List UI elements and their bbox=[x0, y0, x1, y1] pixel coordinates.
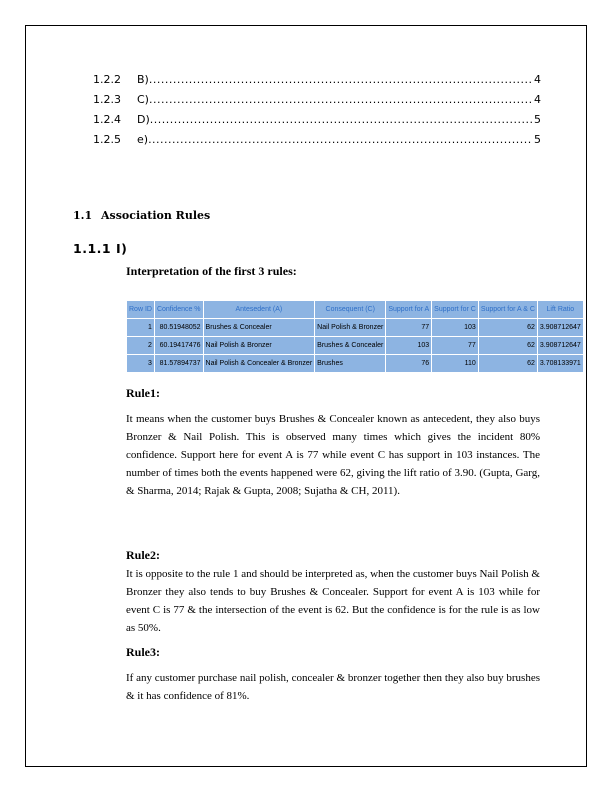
column-header: Consequent (C) bbox=[315, 301, 386, 319]
toc-entry[interactable] bbox=[93, 70, 541, 90]
table-cell: 62 bbox=[478, 319, 537, 337]
table-cell: 60.19417476 bbox=[154, 337, 203, 355]
section-title: Association Rules bbox=[101, 209, 211, 222]
toc-label: e) bbox=[137, 133, 149, 146]
toc-number: 1.2.2 bbox=[93, 73, 121, 86]
toc-page-number: 4 bbox=[534, 73, 541, 86]
toc-number: 1.2.3 bbox=[93, 93, 121, 106]
toc-entry[interactable] bbox=[93, 110, 541, 130]
column-header: Support for C bbox=[432, 301, 479, 319]
toc-leader bbox=[150, 110, 532, 130]
table-cell: 77 bbox=[386, 319, 432, 337]
table-cell: Nail Polish & Bronzer bbox=[203, 337, 315, 355]
toc-page-number: 4 bbox=[534, 93, 541, 106]
table-cell: 62 bbox=[478, 355, 537, 373]
interpretation-heading: Interpretation of the first 3 rules: bbox=[126, 264, 297, 278]
subsection-heading: 1.1.1 I) bbox=[73, 241, 128, 256]
toc-label: B) bbox=[137, 73, 149, 86]
section-number: 1.1 bbox=[73, 209, 93, 222]
toc-leader bbox=[149, 70, 532, 90]
table-cell: Brushes bbox=[315, 355, 386, 373]
table-cell: Nail Polish & Bronzer bbox=[315, 319, 386, 337]
column-header: Antesedent (A) bbox=[203, 301, 315, 319]
table-cell: 3.908712647 bbox=[537, 319, 583, 337]
table-cell: Nail Polish & Concealer & Bronzer bbox=[203, 355, 315, 373]
table-cell: 3.908712647 bbox=[537, 337, 583, 355]
rule2-heading: Rule2: bbox=[126, 548, 160, 562]
rule2-text: It is opposite to the rule 1 and should be interpreted as, when the customer buys Nail Polish & Bronzer they also tends to buy Brushes & Concealer. Support for event A is 103 while for event C is 77 & the intersection of the event is 62. But the confidence is for the rule is as low as 50%. bbox=[126, 568, 540, 634]
table-row bbox=[127, 355, 584, 373]
toc-page-number: 5 bbox=[534, 133, 541, 146]
toc-entry[interactable] bbox=[93, 130, 541, 150]
table-cell: 76 bbox=[386, 355, 432, 373]
rule3-heading: Rule3: bbox=[126, 645, 160, 659]
table-row bbox=[127, 319, 584, 337]
rule3-text: If any customer purchase nail polish, concealer & bronzer together then they also buy brushes & it has confidence of 81%. bbox=[126, 672, 540, 702]
association-rules-table bbox=[126, 300, 584, 373]
column-header: Support for A & C bbox=[478, 301, 537, 319]
toc-label: C) bbox=[137, 93, 149, 106]
rule1-text: It means when the customer buys Brushes & Concealer known as antecedent, they also buys Bronzer & Nail Polish. This is observed many times which gives the incident 80% confidence. Support here for event A is 77 while event C has support in 103 instances. The number of times both the events happened were 62, giving the lift ratio of 3.90. (Gupta, Garg, & Sharma, 2014; Rajak & Gupta, 2008; Sujatha & CH, 2011). bbox=[126, 413, 540, 497]
column-header: Confidence % bbox=[154, 301, 203, 319]
table-cell: 110 bbox=[432, 355, 479, 373]
table-cell: 80.51948052 bbox=[154, 319, 203, 337]
table-of-contents bbox=[93, 70, 541, 150]
table-cell: Brushes & Concealer bbox=[203, 319, 315, 337]
column-header: Row ID bbox=[127, 301, 155, 319]
table-row bbox=[127, 337, 584, 355]
toc-number: 1.2.5 bbox=[93, 133, 121, 146]
table-cell: 2 bbox=[127, 337, 155, 355]
table-cell: Brushes & Concealer bbox=[315, 337, 386, 355]
toc-entry[interactable] bbox=[93, 90, 541, 110]
table-cell: 62 bbox=[478, 337, 537, 355]
table-cell: 81.57894737 bbox=[154, 355, 203, 373]
toc-page-number: 5 bbox=[534, 113, 541, 126]
table-cell: 3.708133971 bbox=[537, 355, 583, 373]
column-header: Lift Ratio bbox=[537, 301, 583, 319]
table-cell: 1 bbox=[127, 319, 155, 337]
toc-label: D) bbox=[137, 113, 150, 126]
column-header: Support for A bbox=[386, 301, 432, 319]
rule1-heading: Rule1: bbox=[126, 386, 160, 400]
table-cell: 103 bbox=[386, 337, 432, 355]
section-heading bbox=[73, 209, 210, 222]
table-cell: 3 bbox=[127, 355, 155, 373]
table-header-row bbox=[127, 301, 584, 319]
toc-leader bbox=[148, 130, 532, 150]
table-cell: 103 bbox=[432, 319, 479, 337]
table-cell: 77 bbox=[432, 337, 479, 355]
toc-number: 1.2.4 bbox=[93, 113, 121, 126]
toc-leader bbox=[149, 90, 532, 110]
